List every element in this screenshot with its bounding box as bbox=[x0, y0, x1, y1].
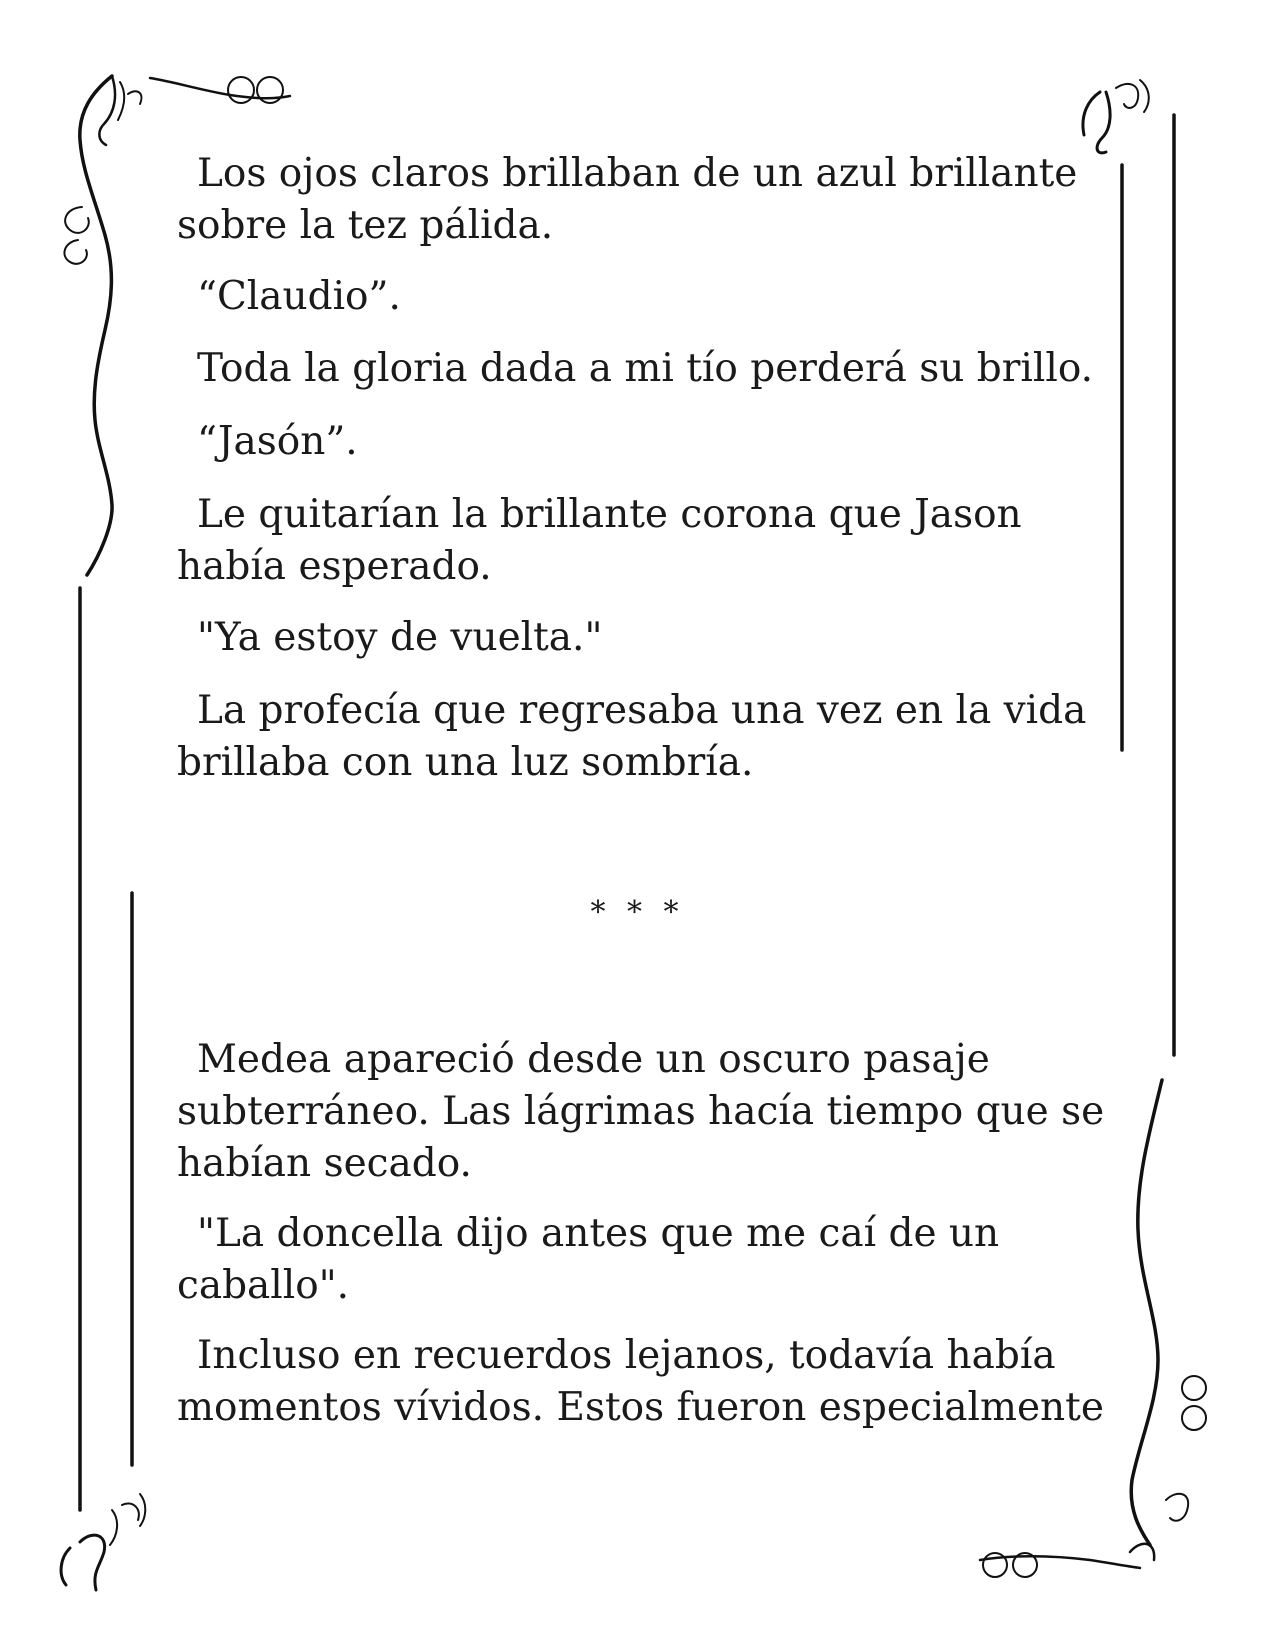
text-line: La profecía que regresaba una vez en la vida bbox=[197, 688, 1087, 733]
text-line: momentos vívidos. Estos fueron especialmente bbox=[177, 1385, 1104, 1430]
text-line: habían secado. bbox=[177, 1141, 472, 1186]
paragraph bbox=[177, 612, 1077, 664]
paragraph bbox=[177, 1330, 1104, 1434]
text-line: subterráneo. Las lágrimas hacía tiempo que se bbox=[177, 1089, 1105, 1134]
text-line: caballo". bbox=[177, 1263, 350, 1308]
text-line: "Ya estoy de vuelta." bbox=[197, 615, 603, 660]
paragraph bbox=[177, 685, 1087, 789]
paragraph bbox=[177, 1034, 1105, 1190]
text-line: “Jasón”. bbox=[197, 419, 358, 464]
text-line: había esperado. bbox=[177, 544, 492, 589]
text-line: sobre la tez pálida. bbox=[177, 203, 554, 248]
text-line: “Claudio”. bbox=[197, 274, 401, 319]
text-line: Medea apareció desde un oscuro pasaje bbox=[197, 1037, 990, 1082]
scene-break: * * * bbox=[590, 895, 685, 930]
paragraph bbox=[177, 343, 1094, 395]
paragraph bbox=[177, 416, 1077, 468]
text-line: Los ojos claros brillaban de un azul brillante bbox=[197, 151, 1078, 196]
text-line: Incluso en recuerdos lejanos, todavía había bbox=[197, 1333, 1056, 1378]
paragraph bbox=[177, 1208, 1077, 1312]
text-line: Le quitarían la brillante corona que Jason bbox=[197, 492, 1022, 537]
paragraph bbox=[177, 271, 1077, 323]
text-line: Toda la gloria dada a mi tío perderá su brillo. bbox=[197, 346, 1094, 391]
paragraph bbox=[177, 489, 1077, 593]
paragraph bbox=[177, 148, 1077, 252]
text-line: "La doncella dijo antes que me caí de un bbox=[197, 1211, 1000, 1256]
text-line: brillaba con una luz sombría. bbox=[177, 740, 754, 785]
